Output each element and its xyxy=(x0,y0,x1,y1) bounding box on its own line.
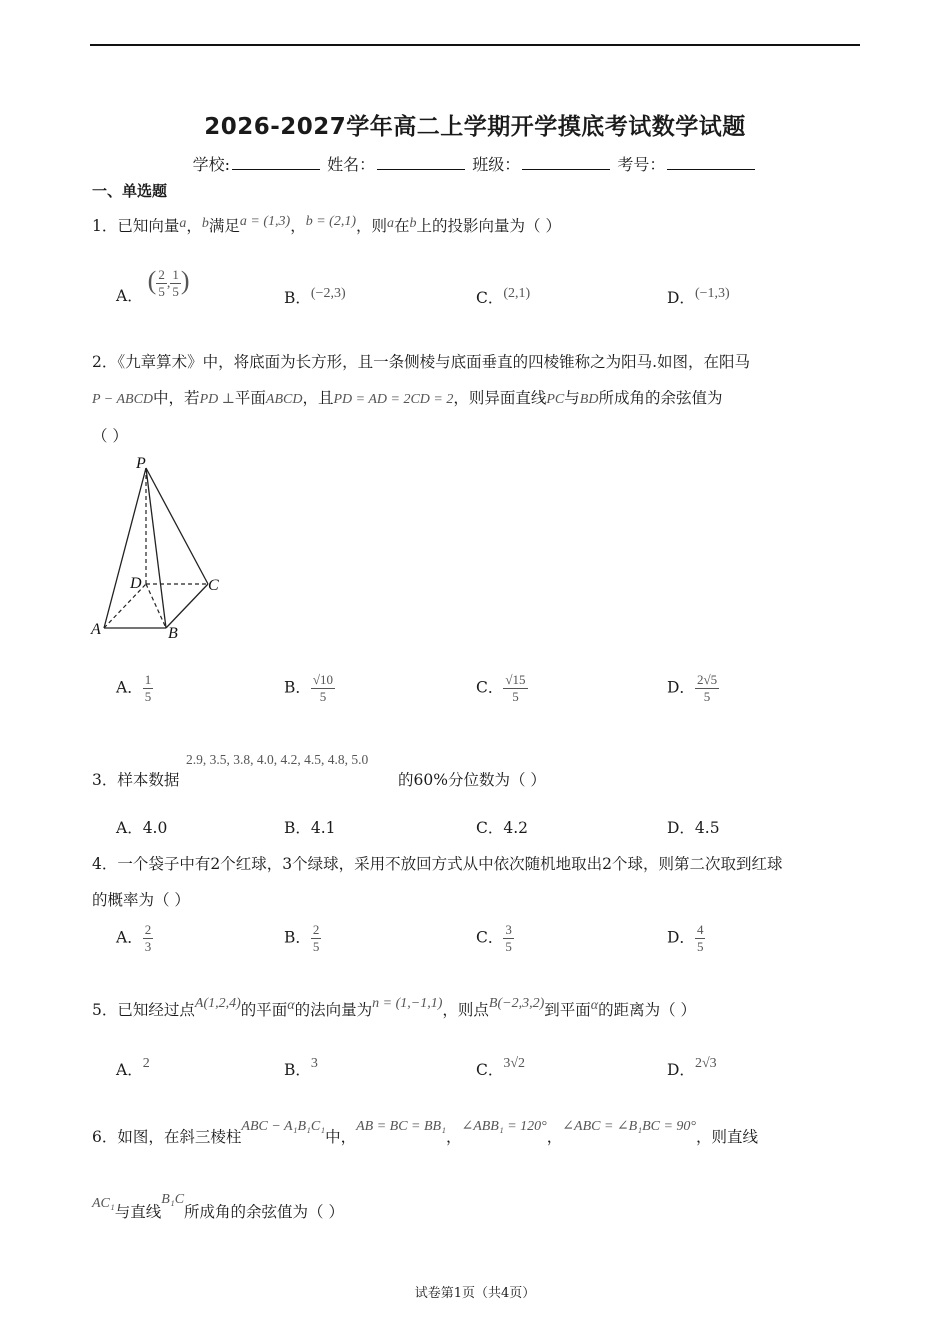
option-label: A． xyxy=(116,678,143,697)
option-value: (2,1) xyxy=(503,286,531,301)
q4-number: 4． xyxy=(92,855,118,873)
q3-text: 样本数据 xyxy=(117,771,180,789)
number-blank[interactable] xyxy=(667,155,755,170)
q5-text: 的距离为（ ） xyxy=(598,1001,697,1019)
option-value: 3√2 xyxy=(503,1056,526,1071)
q1-text: 满足 xyxy=(208,217,240,235)
q1-text: 上的投影向量为（ ） xyxy=(416,217,561,235)
q2-text: 所成角的余弦值为 xyxy=(598,389,723,407)
q4-option-a[interactable] xyxy=(116,922,153,955)
q2-text: ，则异面直线 xyxy=(453,389,547,407)
q5-option-d[interactable] xyxy=(667,1056,717,1080)
q6-line: AC₁ xyxy=(92,1196,115,1211)
option-label: B． xyxy=(284,678,311,697)
q3-option-b[interactable]: B．4.1 xyxy=(284,819,336,837)
q3-option-a[interactable]: A．4.0 xyxy=(116,819,168,837)
q6-condition: ∠ABB₁ = 120° xyxy=(461,1119,547,1134)
q2-text: 中，若 xyxy=(153,389,200,407)
option-label: D． xyxy=(667,1061,695,1079)
edge-bc xyxy=(166,584,208,628)
option-label: B． xyxy=(284,1061,311,1079)
fraction: $\frac{4}{5}$ xyxy=(696,922,704,954)
label-b: B xyxy=(168,625,178,642)
q5-text: 到平面 xyxy=(544,1001,591,1019)
q1-sep: ， xyxy=(290,217,306,235)
q1-vector-a: a xyxy=(387,216,395,231)
page-footer: 试卷第1页（共4页） xyxy=(414,1286,536,1301)
paren-left: ( xyxy=(147,266,157,295)
student-info-row xyxy=(0,152,950,175)
q5-text: ，则点 xyxy=(442,1001,489,1019)
question-1 xyxy=(92,214,561,236)
q3-data: 2.9, 3.5, 3.8, 4.0, 4.2, 4.5, 4.8, 5.0 xyxy=(186,752,369,767)
q6-sep: ， xyxy=(445,1128,462,1146)
option-value: (−1,3) xyxy=(694,286,730,301)
edge-pc xyxy=(146,468,208,584)
q2-math: ABCD xyxy=(265,392,303,407)
edge-pb xyxy=(146,468,166,628)
q2-text: 与 xyxy=(564,389,580,407)
q1-text: 在 xyxy=(394,217,410,235)
class-blank[interactable] xyxy=(522,155,610,170)
question-6-line-2 xyxy=(92,1192,344,1222)
q2-number: 2． xyxy=(92,353,118,371)
q6-line: B₁C xyxy=(161,1192,185,1207)
q2-option-a[interactable] xyxy=(116,672,153,705)
option-value: (−2,3) xyxy=(310,286,346,301)
q1-cond-b: b = (2,1) xyxy=(305,214,356,229)
fraction: $\frac{2}{5}$ xyxy=(158,266,165,299)
q6-text: 所成角的余弦值为（ ） xyxy=(184,1203,344,1221)
q6-sep: ， xyxy=(546,1128,563,1146)
q3-text-tail: 的60%分位数为（ ） xyxy=(398,771,546,789)
option-label: D． xyxy=(667,289,695,307)
school-label: 学校: xyxy=(192,155,231,174)
label-c: C xyxy=(208,577,219,594)
q1-option-a[interactable] xyxy=(116,266,189,306)
edge-pa xyxy=(104,468,146,628)
question-4-line-1 xyxy=(92,852,782,874)
q6-text: ，则直线 xyxy=(696,1128,759,1146)
q6-text: 如图，在斜三棱柱 xyxy=(117,1128,242,1146)
option-label: C． xyxy=(476,678,504,697)
fraction: $\frac{2√5}{5}$ xyxy=(696,672,718,704)
q6-prism: ABC − A₁B₁C₁ xyxy=(241,1119,326,1134)
q1-text: 已知向量 xyxy=(117,217,180,235)
number-label: 考号： xyxy=(617,155,666,174)
option-label: B． xyxy=(284,928,311,947)
q1-vector-b: b xyxy=(201,216,209,231)
top-rule xyxy=(90,44,860,46)
option-label: C． xyxy=(476,289,504,307)
exam-title: 2026-2027学年高二上学期开学摸底考试数学试题 xyxy=(204,114,746,140)
q5-text: 已知经过点 xyxy=(117,1001,195,1019)
q2-option-c[interactable] xyxy=(476,672,528,705)
option-label: A． xyxy=(116,928,143,947)
q4-option-b[interactable] xyxy=(284,922,321,955)
q2-math: P − ABCD xyxy=(92,392,154,407)
option-value: 3 xyxy=(310,1056,318,1071)
q2-math: PD ⊥ xyxy=(199,392,235,407)
fraction: $\frac{2}{5}$ xyxy=(312,922,320,954)
q5-number: 5． xyxy=(92,1001,118,1019)
q6-number: 6． xyxy=(92,1128,118,1146)
fraction: $\frac{√10}{5}$ xyxy=(312,672,334,704)
q1-text: ，则 xyxy=(356,217,388,235)
question-2-line-1 xyxy=(92,350,750,372)
q1-option-d[interactable] xyxy=(667,286,730,308)
q6-text: 与直线 xyxy=(114,1203,162,1221)
label-p: P xyxy=(136,455,146,472)
q1-vector-b: b xyxy=(409,216,417,231)
q2-text: ，且 xyxy=(302,389,334,407)
fraction: $\frac{3}{5}$ xyxy=(505,922,512,954)
section-heading: 一、单选题 xyxy=(92,182,168,200)
q5-plane: α xyxy=(287,998,295,1013)
option-label: C． xyxy=(476,1061,504,1079)
q1-sep: ， xyxy=(186,217,202,235)
question-4-line-2: 的概率为（ ） xyxy=(92,891,190,909)
q6-text: 中， xyxy=(325,1128,357,1146)
q4-text: 一个袋子中有2个红球，3个绿球，采用不放回方式从中依次随机地取出2个球，则第二次取到红球 xyxy=(117,855,783,873)
option-value: 2 xyxy=(142,1056,150,1071)
fraction: $\frac{1}{5}$ xyxy=(144,672,152,704)
q1-option-c[interactable] xyxy=(476,286,530,308)
option-label: D． xyxy=(667,678,695,697)
q5-plane: α xyxy=(590,998,599,1013)
q6-condition: ∠ABC = ∠B₁BC = 90° xyxy=(562,1119,697,1134)
q4-option-c[interactable] xyxy=(476,922,514,955)
q1-number: 1． xyxy=(92,217,118,235)
name-label: 姓名： xyxy=(327,155,376,174)
question-5 xyxy=(92,996,696,1020)
option-value: 2√3 xyxy=(694,1056,717,1071)
q2-math: BD xyxy=(579,392,599,407)
comma: , xyxy=(166,276,171,291)
q5-option-c[interactable] xyxy=(476,1056,525,1080)
fraction: $\frac{2}{3}$ xyxy=(144,922,152,954)
class-label: 班级： xyxy=(472,155,521,174)
q5-text: 的法向量为 xyxy=(294,1001,373,1019)
school-blank[interactable] xyxy=(232,155,320,170)
option-label: A． xyxy=(116,1061,143,1079)
option-label: A． xyxy=(116,287,143,305)
q6-condition: AB = BC = BB₁ xyxy=(356,1119,446,1134)
q2-math: PD = AD = 2CD = 2 xyxy=(333,392,454,407)
option-label: D． xyxy=(667,928,695,947)
q2-option-b[interactable] xyxy=(284,672,335,705)
q2-text: 平面 xyxy=(234,389,266,407)
question-3 xyxy=(92,768,179,790)
q1-cond-a: a = (1,3) xyxy=(239,214,291,229)
q4-option-d[interactable] xyxy=(667,922,705,955)
q1-vector-a: a xyxy=(179,216,187,231)
paren-right: ) xyxy=(180,266,190,295)
q3-option-d[interactable]: D．4.5 xyxy=(667,819,720,837)
option-label: B． xyxy=(284,289,311,307)
name-blank[interactable] xyxy=(377,155,465,170)
q2-math: PC xyxy=(546,392,565,407)
question-6-line-1 xyxy=(92,1118,758,1147)
q5-normal: n = (1,−1,1) xyxy=(372,996,443,1011)
q3-number: 3． xyxy=(92,771,118,789)
option-label: C． xyxy=(476,928,504,947)
pyramid-figure xyxy=(86,452,236,642)
q1-option-b[interactable] xyxy=(284,286,346,308)
fraction: $\frac{1}{5}$ xyxy=(172,266,179,299)
q5-option-b[interactable] xyxy=(284,1056,318,1080)
q2-option-d[interactable] xyxy=(667,672,719,705)
q3-option-c[interactable]: C．4.2 xyxy=(476,819,529,837)
question-2-line-2 xyxy=(92,386,722,408)
q5-option-a[interactable] xyxy=(116,1056,150,1080)
q5-text: 的平面 xyxy=(240,1001,288,1019)
fraction: $\frac{√15}{5}$ xyxy=(505,672,526,704)
q5-point-a: A(1,2,4) xyxy=(194,996,241,1011)
q5-point-b: B(−2,3,2) xyxy=(488,996,545,1011)
q2-text: 《九章算术》中，将底面为长方形，且一条侧棱与底面垂直的四棱锥称之为阳马.如图，在阳马 xyxy=(117,353,751,371)
label-d: D xyxy=(130,575,142,592)
q2-paren: （ ） xyxy=(92,427,128,445)
label-a: A xyxy=(91,621,101,638)
